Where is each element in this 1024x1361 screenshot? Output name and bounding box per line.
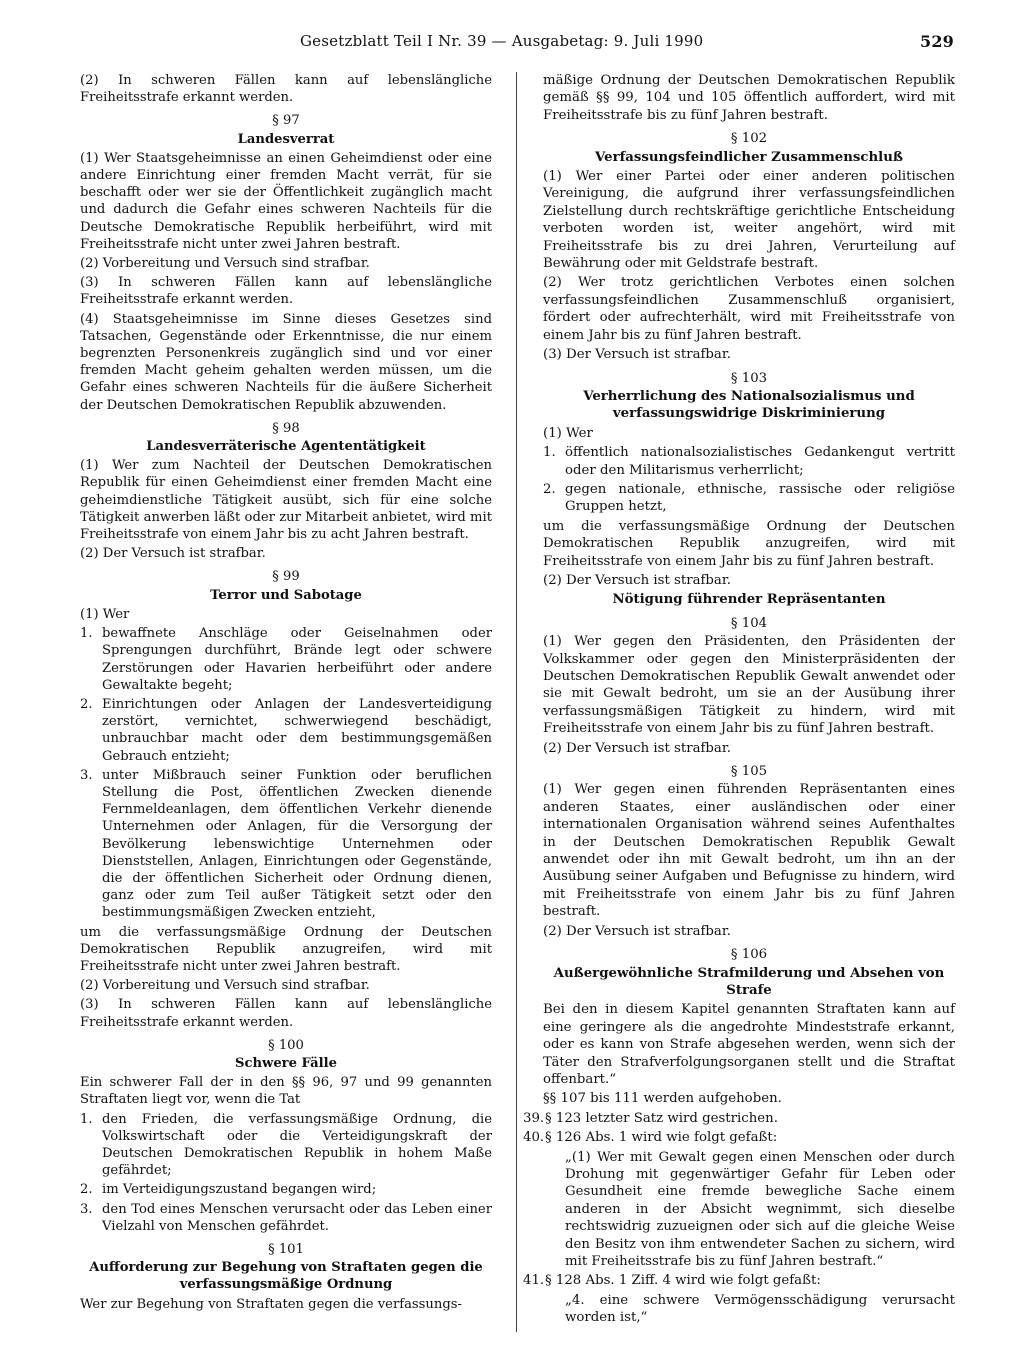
right-column: [523, 72, 955, 1329]
section-number: § 103: [730, 370, 768, 386]
paragraph: (1) Wer gegen den Präsidenten, den Präsidenten der Volkskammer oder gegen den Ministerpräsidenten der Deutschen Demokratischen Republik Gewalt anwendet oder sie mit Gewalt bedroht, um sie an der Ausübung ihrer verfassungsmäßigen Tätigkeit zu hindern, wird mit Freiheitsstrafe von einem Jahr bis zu fünf Jahren bestraft.: [543, 634, 955, 737]
item-number: 39.: [523, 1110, 545, 1126]
item-number: 2.: [543, 481, 556, 497]
section-number: § 98: [272, 420, 300, 436]
item-number: 2.: [80, 696, 93, 712]
paragraph: (1) Wer: [80, 606, 130, 622]
paragraph: (2) In schweren Fällen kann auf lebenslängliche Freiheitsstrafe erkannt werden.: [80, 73, 492, 106]
paragraph: (3) Der Versuch ist strafbar.: [543, 347, 731, 363]
section-number: § 105: [730, 764, 768, 780]
paragraph: (2) Vorbereitung und Versuch sind strafbar.: [80, 978, 370, 994]
section-title: Schwere Fälle: [234, 1055, 338, 1071]
paragraph: mäßige Ordnung der Deutschen Demokratischen Republik gemäß §§ 99, 104 und 105 öffentlich auffordert, wird mit Freiheitsstrafe bis zu fünf Jahren bestraft.: [543, 73, 955, 123]
section-number: § 99: [272, 569, 300, 585]
item-text: den Frieden, die verfassungsmäßige Ordnung, die Volkswirtschaft oder die Verteidigungskraft der Deutschen Demokratischen Republik in hohem Maße gefährdet;: [102, 1111, 492, 1179]
list-item: [80, 696, 492, 765]
item-text: § 128 Abs. 1 Ziff. 4 wird wie folgt gefaßt:: [545, 1273, 821, 1289]
section-number: § 97: [272, 113, 300, 129]
paragraph: (1) Wer: [543, 425, 593, 441]
paragraph: (2) Wer trotz gerichtlichen Verbotes einen solchen verfassungsfeindlichen Zusammenschluß organisiert, fördert oder aufrechterhält, wird mit Freiheitsstrafe von einem Jahr bis zu fünf Jahren bestraft.: [543, 275, 955, 343]
list-item: [80, 1201, 492, 1235]
section-number: § 100: [268, 1037, 304, 1053]
paragraph: (2) Der Versuch ist strafbar.: [543, 572, 731, 588]
list-item: [543, 481, 955, 516]
list-item: [80, 625, 492, 694]
paragraph: um die verfassungsmäßige Ordnung der Deutschen Demokratischen Republik anzugreifen, wird mit Freiheitsstrafe von einem Jahr bis zu fünf Jahren bestraft.: [543, 518, 955, 569]
section-title: Außergewöhnliche Strafmilderung und Absehen von Strafe: [553, 965, 945, 998]
item-text: Einrichtungen oder Anlagen der Landesverteidigung zerstört, vernichtet, schwerwiegend beschädigt, unbrauchbar macht oder dem bestimmungsgemäßen Gebrauch entzieht;: [102, 696, 492, 764]
section-title: Verherrlichung des Nationalsozialismus und verfassungswidrige Diskriminierung: [583, 388, 915, 422]
item-text: den Tod eines Menschen verursacht oder das Leben einer Vielzahl von Menschen gefährdet.: [102, 1201, 492, 1234]
item-number: 1.: [543, 445, 556, 461]
item-number: 1.: [80, 1111, 93, 1127]
paragraph: Ein schwerer Fall der in den §§ 96, 97 und 99 genannten Straftaten liegt vor, wenn die Tat: [80, 1075, 492, 1108]
section-title: Aufforderung zur Begehung von Straftaten gegen die verfassungsmäßige Ordnung: [89, 1260, 483, 1293]
section-title: Terror und Sabotage: [210, 587, 362, 603]
paragraph: (1) Wer zum Nachteil der Deutschen Demokratischen Republik für einen Geheimdienst einer fremden Macht eine geheimdienstliche Tätigkeit ausübt, sich für eine solche Tätigkeit anwerben läßt oder zur Mitarbeit anbietet, wird mit Freiheitsstrafe von einem Jahr bis zu acht Jahren bestraft.: [80, 458, 492, 543]
section-number: § 106: [730, 947, 768, 963]
paragraph: (2) Der Versuch ist strafbar.: [80, 546, 266, 562]
section-title: Landesverräterische Agententätigkeit: [146, 439, 426, 455]
item-number: 41.: [523, 1273, 545, 1289]
quoted-text: „4. eine schwere Vermögensschädigung verursacht worden ist,“: [565, 1292, 955, 1326]
amendment-item: [523, 1272, 955, 1289]
page-header: [300, 32, 954, 54]
quoted-text: „(1) Wer mit Gewalt gegen einen Menschen oder durch Drohung mit gegenwärtiger Gefahr für Leben oder Gesundheit eine fremde bewegliche Sache einem anderen in der Absicht wegnimmt, sich dieselbe rechtswidrig zuzueignen oder sich auf die gleiche Weise den Besitz von ihm entwendeter Sachen zu sichern, wird mit Freiheitsstrafe bis zu fünf Jahren bestraft.“: [565, 1149, 955, 1269]
section-title: Landesverrat: [237, 131, 335, 147]
paragraph: (1) Wer Staatsgeheimnisse an einen Geheimdienst oder eine andere Einrichtung einer fremden Macht verrät, für sie beschafft oder wer sie der Öffentlichkeit zugänglich macht und dadurch die Gefahr eines schweren Nachteils für die Deutsche Demokratische Republik herbeiführt, wird mit Freiheitsstrafe nicht unter zwei Jahren bestraft.: [80, 150, 492, 252]
page-number: 529: [920, 32, 954, 51]
paragraph: (3) In schweren Fällen kann auf lebenslängliche Freiheitsstrafe erkannt werden.: [80, 275, 492, 308]
paragraph: (4) Staatsgeheimnisse im Sinne dieses Gesetzes sind Tatsachen, Gegenstände oder Erkenntnisse, die nur einem begrenzten Personenkreis zugänglich sind und vor einer fremden Macht geheim gehalten werden müssen, um die Gefahr eines schweren Nachteils für die äußere Sicherheit der Deutschen Demokratischen Republik abzuwenden.: [80, 311, 492, 413]
paragraph: (2) Vorbereitung und Versuch sind strafbar.: [80, 256, 370, 272]
list-item: [80, 1181, 492, 1198]
left-column: [80, 72, 492, 1315]
column-divider: [516, 72, 517, 1332]
list-item: [80, 767, 492, 922]
item-text: im Verteidigungszustand begangen wird;: [102, 1182, 377, 1198]
list-item: [80, 1111, 492, 1180]
paragraph: (3) In schweren Fällen kann auf lebenslängliche Freiheitsstrafe erkannt werden.: [80, 997, 492, 1030]
amendment-item: [523, 1129, 955, 1146]
paragraph: (1) Wer gegen einen führenden Repräsentanten eines anderen Staates, einer ausländischen oder einer internationalen Organisation während seines Aufenthaltes in der Deutschen Demokratischen Republik Gewalt anwendet oder ihn mit Gewalt bedroht, um ihn an der Ausübung seiner Aufgaben und Befugnisse zu hindern, wird mit Freiheitsstrafe von einem Jahr bis zu fünf Jahren bestraft.: [543, 782, 955, 920]
paragraph: Wer zur Begehung von Straftaten gegen die verfassungs-: [80, 1296, 462, 1312]
header-title: Gesetzblatt Teil I Nr. 39 — Ausgabetag: 9. Juli 1990: [300, 32, 704, 50]
paragraph: (1) Wer einer Partei oder einer anderen politischen Vereinigung, die aufgrund ihrer verfassungsfeindlichen Zielstellung durch rechtskräftige gerichtliche Entscheidung verboten worden ist, weiter angehört, wird mit Freiheitsstrafe bis zu drei Jahren, Verurteilung auf Bewährung oder mit Geldstrafe bestraft.: [543, 169, 955, 272]
section-number: § 102: [730, 131, 768, 147]
item-number: 1.: [80, 626, 93, 642]
item-text: gegen nationale, ethnische, rassische oder religiöse Gruppen hetzt,: [565, 481, 955, 515]
paragraph: §§ 107 bis 111 werden aufgehoben.: [543, 1091, 782, 1107]
paragraph: (2) Der Versuch ist strafbar.: [543, 923, 731, 939]
section-title: Verfassungsfeindlicher Zusammenschluß: [595, 149, 903, 165]
item-text: öffentlich nationalsozialistisches Gedankengut vertritt oder den Militarismus verherrlicht;: [565, 445, 955, 478]
item-text: bewaffnete Anschläge oder Geiselnahmen oder Sprengungen durchführt, Brände legt oder schwere Zerstörungen oder Havarien herbeiführt oder andere Gewaltakte begeht;: [102, 626, 492, 693]
item-number: 2.: [80, 1182, 93, 1198]
amendment-item: [523, 1110, 955, 1127]
item-text: unter Mißbrauch seiner Funktion oder beruflichen Stellung die Post, öffentlichen Zwecken dienende Fernmeldeanlagen, dem öffentlichen Verkehr dienende Unternehmen oder Anlagen, für die Versorgung der Bevölkerung lebenswichtige Unternehmen oder Dienststellen, Anlagen, Einrichtungen oder Gegenstände, die der öffentlichen Sicherheit oder Ordnung dienen, ganz oder zum Teil außer Tätigkeit setzt oder den bestimmungsmäßigen Zwecken entzieht,: [102, 767, 492, 921]
item-text: § 126 Abs. 1 wird wie folgt gefaßt:: [545, 1130, 778, 1146]
paragraph: Bei den in diesem Kapitel genannten Straftaten kann auf eine geringere als die angedrohte Mindeststrafe erkannt, oder es kann von Strafe abgesehen werden, wenn sich der Täter den Strafverfolgungsorganen stellt und die Straftat offenbart.“: [543, 1002, 955, 1087]
item-number: 40.: [523, 1130, 545, 1146]
paragraph: um die verfassungsmäßige Ordnung der Deutschen Demokratischen Republik anzugreifen, wird mit Freiheitsstrafe nicht unter zwei Jahren bestraft.: [80, 924, 492, 974]
section-number: § 104: [730, 615, 768, 631]
section-number: § 101: [268, 1242, 304, 1257]
list-item: [543, 444, 955, 479]
item-number: 3.: [80, 1201, 93, 1217]
section-title: Nötigung führender Repräsentanten: [612, 592, 886, 608]
item-text: § 123 letzter Satz wird gestrichen.: [545, 1110, 778, 1126]
item-number: 3.: [80, 767, 93, 783]
paragraph: (2) Der Versuch ist strafbar.: [543, 740, 731, 756]
